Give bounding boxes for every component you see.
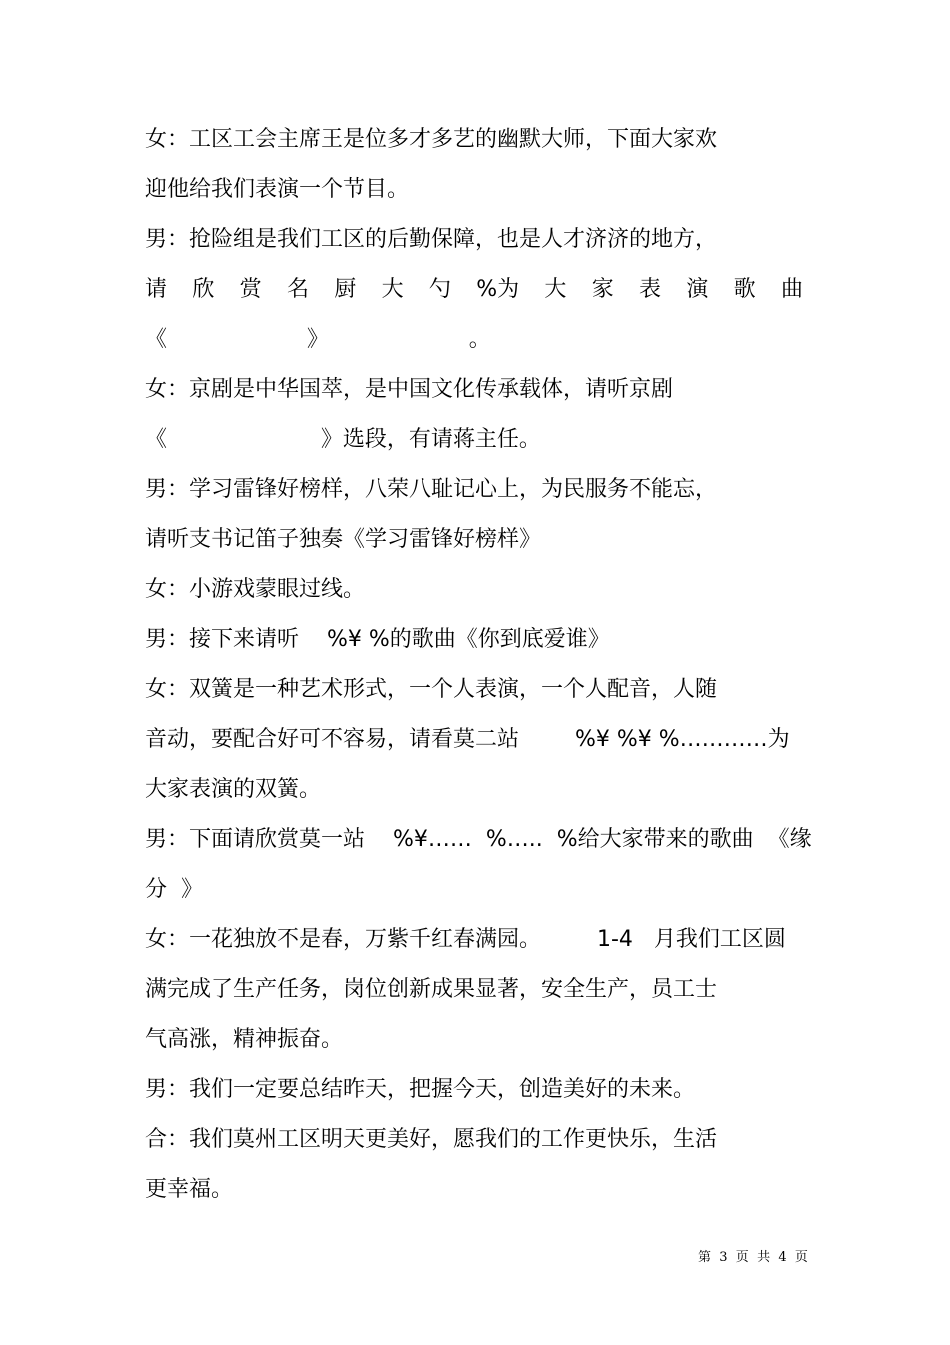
text-char: 欣 <box>192 277 215 302</box>
text-line: 气高涨，精神振奋。 <box>145 1027 344 1052</box>
text-line-justified <box>145 275 803 305</box>
text-line: 男：我们一定要总结昨天，把握今天，创造美好的未来。 <box>145 1077 696 1102</box>
text-char: 曲 <box>780 277 803 302</box>
text-char: 大 <box>381 277 404 302</box>
text-line: 满完成了生产任务，岗位创新成果显著，安全生产，员工士 <box>145 977 718 1002</box>
text-line: 《 》 。 <box>145 327 491 352</box>
text-line: 请听支书记笛子独奏《学习雷锋好榜样》 <box>145 527 542 552</box>
text-char: 厨 <box>334 277 357 302</box>
text-line: 分 》 <box>145 877 203 902</box>
text-line: 合：我们莫州工区明天更美好，愿我们的工作更快乐，生活 <box>145 1127 718 1152</box>
text-line: 女：小游戏蒙眼过线。 <box>145 577 366 602</box>
text-line: 男：学习雷锋好榜样，八荣八耻记心上，为民服务不能忘， <box>145 477 718 502</box>
text-line: 男：接下来请听 %¥ %的歌曲《你到底爱谁》 <box>145 627 610 652</box>
text-char: 表 <box>639 277 662 302</box>
text-line: 音动，要配合好可不容易，请看莫二站 %¥ %¥ %…………为 <box>145 727 790 752</box>
text-line: 大家表演的双簧。 <box>145 777 322 802</box>
text-char: 勺 <box>428 277 451 302</box>
text-line: 女：双簧是一种艺术形式，一个人表演，一个人配音，人随 <box>145 677 718 702</box>
text-line: 迎他给我们表演一个节目。 <box>145 177 410 202</box>
text-line: 男：抢险组是我们工区的后勤保障，也是人才济济的地方， <box>145 227 718 252</box>
text-line: 女：一花独放不是春，万紫千红春满园。 1-4 月我们工区圆 <box>145 927 786 952</box>
text-line: 更幸福。 <box>145 1177 234 1202</box>
text-line: 女：工区工会主席王是位多才多艺的幽默大师，下面大家欢 <box>145 127 718 152</box>
text-char: 名 <box>286 277 309 302</box>
text-char: 家 <box>591 277 614 302</box>
text-line: 男：下面请欣赏莫一站 %¥…… %….. %给大家带来的歌曲 《缘 <box>145 827 812 852</box>
text-line: 《 》选段，有请蒋主任。 <box>145 427 541 452</box>
page-number-footer: 第 3 页 共 4 页 <box>698 1250 808 1265</box>
text-line: 女：京剧是中华国萃，是中国文化传承载体，请听京剧 <box>145 377 674 402</box>
text-char: 赏 <box>239 277 262 302</box>
text-char: 歌 <box>733 277 756 302</box>
text-char: 演 <box>686 277 709 302</box>
text-char: 请 <box>145 277 168 302</box>
text-char: 大 <box>544 277 567 302</box>
text-char: %为 <box>476 277 520 302</box>
